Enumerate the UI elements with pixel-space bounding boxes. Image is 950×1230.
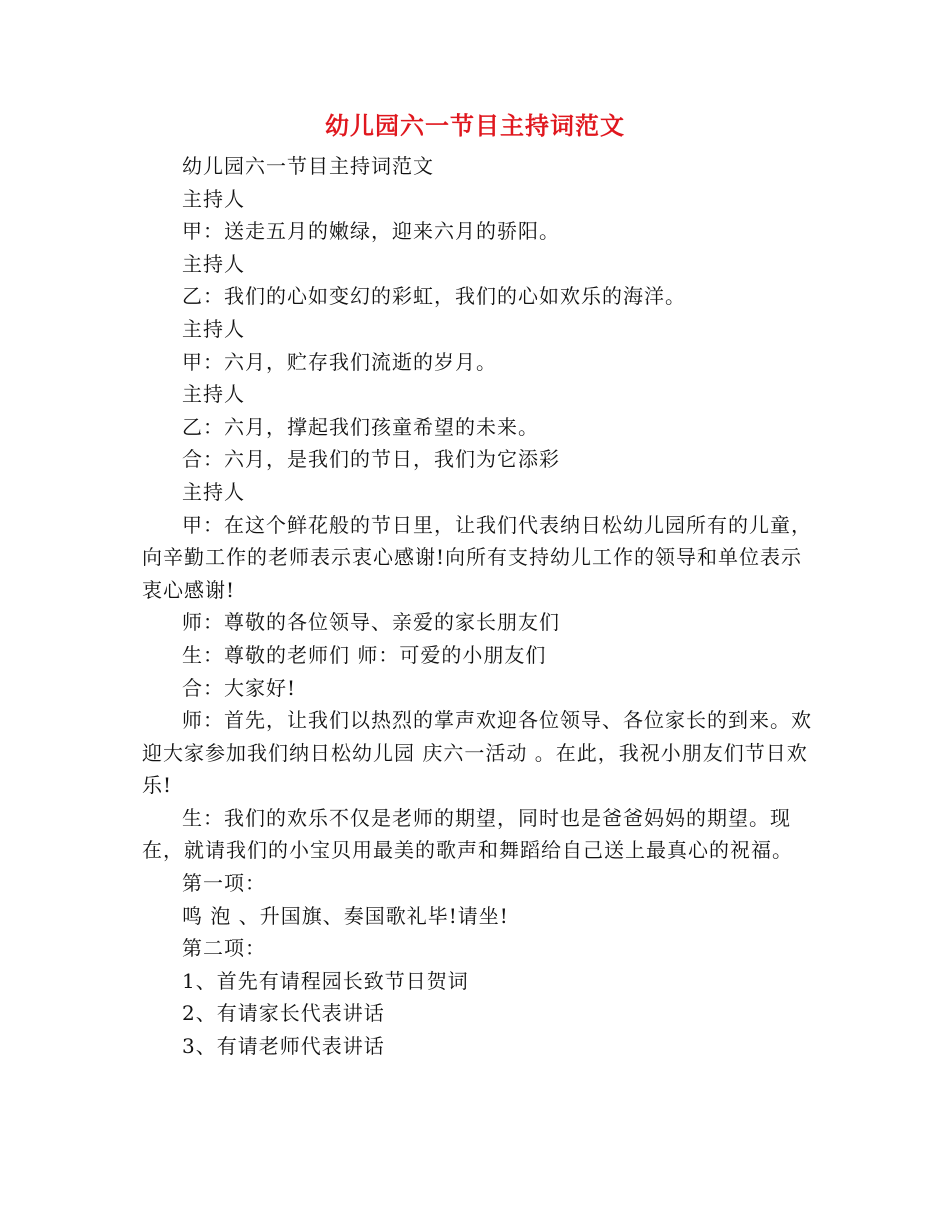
paragraph: 主持人 (182, 186, 245, 211)
paragraph: 主持人 (182, 382, 245, 407)
paragraph: 第二项： (182, 936, 266, 961)
paragraph: 生：尊敬的老师们 师：可爱的小朋友们 (182, 642, 547, 667)
paragraph: 主持人 (182, 251, 245, 276)
paragraph: 甲：送走五月的嫩绿，迎来六月的骄阳。 (182, 219, 560, 244)
paragraph: 主持人 (182, 479, 245, 504)
paragraph: 乙：六月，撑起我们孩童希望的未来。 (182, 414, 539, 439)
paragraph: 合：大家好! (182, 675, 297, 700)
document-title: 幼儿园六一节目主持词范文 (325, 111, 625, 140)
paragraph: 3、有请老师代表讲话 (182, 1034, 385, 1059)
paragraph: 合：六月，是我们的节日，我们为它添彩 (182, 447, 560, 472)
paragraph: 第一项： (182, 871, 266, 896)
paragraph: 生：我们的欢乐不仅是老师的期望，同时也是爸爸妈妈的期望。现在，就请我们的小宝贝用最美的歌声和舞蹈给自己送上最真心的祝福。 (142, 805, 793, 863)
paragraph: 师：尊敬的各位领导、亲爱的家长朋友们 (182, 610, 560, 635)
paragraph: 1、首先有请程园长致节日贺词 (182, 968, 469, 993)
paragraph: 乙：我们的心如变幻的彩虹，我们的心如欢乐的海洋。 (182, 284, 686, 309)
paragraph: 师：首先，让我们以热烈的掌声欢迎各位领导、各位家长的到来。欢迎大家参加我们纳日松幼儿园 庆六一活动 。在此，我祝小朋友们节日欢乐! (142, 708, 812, 798)
paragraph: 鸣 泡 、升国旗、奏国歌礼毕!请坐! (182, 903, 509, 928)
paragraph: 主持人 (182, 316, 245, 341)
document-body (142, 150, 812, 1063)
paragraph: 2、有请家长代表讲话 (182, 1001, 385, 1026)
paragraph: 幼儿园六一节目主持词范文 (182, 154, 434, 178)
paragraph: 甲：六月，贮存我们流逝的岁月。 (182, 349, 497, 374)
paragraph: 甲：在这个鲜花般的节日里，让我们代表纳日松幼儿园所有的儿童，向辛勤工作的老师表示衷心感谢!向所有支持幼儿工作的领导和单位表示衷心感谢! (142, 512, 812, 602)
